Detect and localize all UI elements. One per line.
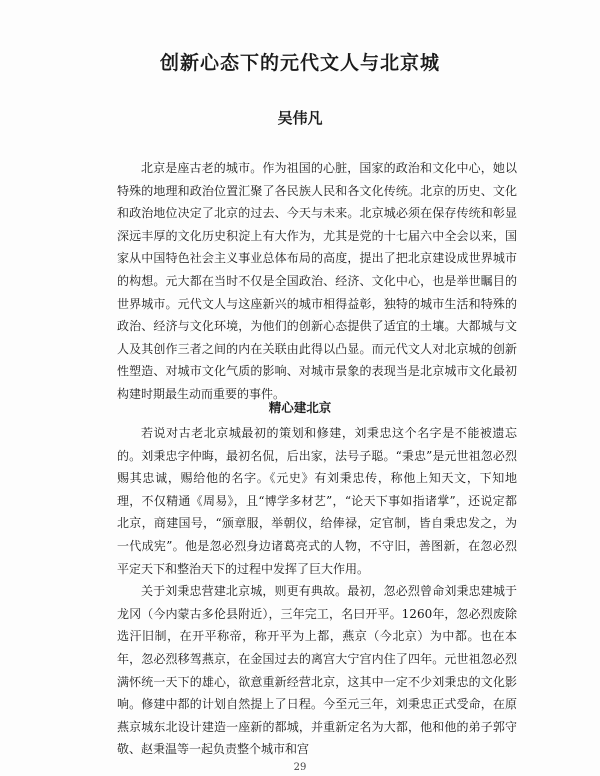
page-number: 29 <box>293 762 307 773</box>
section-paragraph: 若说对古老北京城最初的策划和修建，刘秉忠这个名字是不能被遗忘的。刘秉忠字仲晦，最初名侃，后出家，法号子聪。“秉忠”是元世祖忽必烈赐其忠诚，赐给他的名字。《元史》有刘秉忠传，称他上知天文，下知地理，不仅精通《周易》，且“博学多材艺”，“论天下事如指诸掌”，还说定都北京，商建国号，“颁章服，举朝仪，给俸禄，定官制，皆自秉忠发之，为一代成宪”。他是忽必烈身边诸葛亮式的人物，不守旧，善图新，在忽必烈平定天下和整治天下的过程中发挥了巨大作用。 <box>117 426 517 576</box>
article-title: 创新心态下的元代文人与北京城 <box>159 52 440 74</box>
section-body <box>117 422 517 761</box>
intro-paragraph: 北京是座古老的城市。作为祖国的心脏，国家的政治和文化中心，她以特殊的地理和政治位置汇聚了各民族人民和各文化传统。北京的历史、文化和政治地位决定了北京的过去、今天与未来。北京城必须在保存传统和彰显深远丰厚的文化历史积淀上有大作为，尤其是党的十七届六中全会以来，国家从中国特色社会主义事业总体布局的高度，提出了把北京建设成世界城市的构想。元大都在当时不仅是全国政治、经济、文化中心，也是举世瞩目的世界城市。元代文人与这座新兴的城市相得益彰，独特的城市生活和特殊的政治、经济与文化环境，为他们的创新心态提供了适宜的土壤。大都城与文人及其创作三者之间的内在关联由此得以凸显。而元代文人对北京城的创新性塑造、对城市文化气质的影响、对城市景象的表现当是北京城市文化最初构建时期最生动而重要的事件。 <box>117 161 517 401</box>
section-paragraph: 关于刘秉忠营建北京城，则更有典故。最初，忽必烈曾命刘秉忠建城于龙冈（今内蒙古多伦县附近），三年完工，名曰开平。1260年，忽必烈废除选汗旧制，在开平称帝，称开平为上都，燕京（今北京）为中都。也在本年，忽必烈移驾燕京，在金国过去的离宫大宁宫内住了四年。元世祖忽必烈满怀统一天下的雄心，欲意重新经营北京，这其中一定不少刘秉忠的文化影响。修建中都的计划自然提上了日程。今至元三年，刘秉忠正式受命，在原燕京城东北设计建造一座新的都城，并重新定名为大都，他和他的弟子郭守敬、赵秉温等一起负责整个城市和宫 <box>117 584 517 757</box>
intro-block <box>117 157 517 406</box>
article-author: 吴伟凡 <box>277 109 323 127</box>
section-heading: 精心建北京 <box>268 400 332 415</box>
